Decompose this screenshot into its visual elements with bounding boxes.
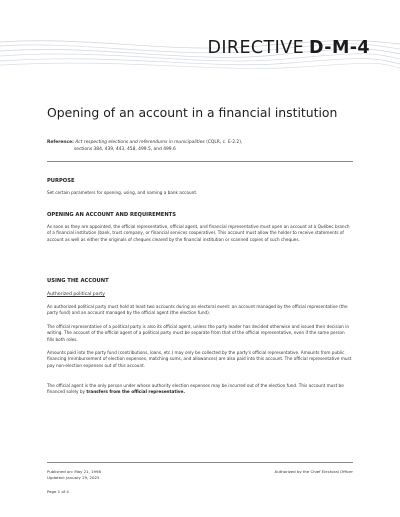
reference-block [47, 140, 357, 153]
opening-text: As soon as they are appointed, the official representative, official agent, and financial representative must open an account at a Québec branch of a financial institution (bank, trust company, or financial services cooperative). This account must allow the holder to receive statements of account as well as either the originals of cheques cleared by the financial institution or scanned copies of such cheques. [47, 224, 350, 242]
directive-title [207, 38, 370, 58]
directive-word: DIRECTIVE [207, 38, 305, 58]
opening-heading: OPENING AN ACCOUNT AND REQUIREMENTS [47, 212, 176, 218]
footer-dates [47, 469, 101, 480]
using-heading: USING THE ACCOUNT [47, 278, 109, 284]
directive-code: D-M-4 [309, 38, 370, 58]
divider-footer [47, 462, 353, 463]
document-title: Opening of an account in a financial institution [47, 105, 338, 120]
divider-top [47, 161, 353, 162]
published-date: Published on: May 21, 1998 [47, 469, 101, 474]
reference-sections: sections 384, 439, 443, 458, 499.5, and 499.6 [74, 146, 176, 152]
using-paragraph-2: The official representative of a political party is also its official agent, unless the party leader has decided otherwise and issued their decision in writing. The account of the official agent of a political party must be separate from that of the official representative, even if the same person fills both roles. [47, 324, 350, 342]
using-paragraph-3: Amounts paid into the party fund (contributions, loans, etc.) may only be collected by the party's official representative. Amounts from public financing (reimbursement of election expenses, matching sums, and allowances) are also paid into this account. The official representative must pay non-election expenses out of this account. [47, 350, 352, 368]
purpose-text: Set certain parameters for opening, using, and naming a bank account. [47, 190, 198, 195]
page-number: Page 1 of 4 [47, 489, 69, 494]
purpose-heading: PURPOSE [47, 178, 75, 184]
using-paragraph-4-main: The official agent is the only person under whose authority election expenses may be incurred out of the election fund. This account must be financed solely by [47, 383, 344, 395]
using-paragraph-4 [47, 383, 353, 396]
reference-label: Reference: [47, 140, 74, 145]
reference-law: Act respecting elections and referendums in municipalities [75, 140, 205, 145]
footer-authorization: Authorized by the Chief Electoral Officer [274, 469, 353, 474]
reference-law-suffix: (CQLR, c. E-2.2), [206, 140, 243, 145]
updated-date: Updated: January 29, 2025 [47, 474, 100, 480]
using-subheading: Authorized political party [47, 292, 105, 297]
using-paragraph-1: An authorized political party must hold at least two accounts during an electoral event: an account managed by the official representative (the party fund) and an account managed by the official agent (the election fund). [47, 304, 348, 316]
using-paragraph-4-bold: transfers from the official representative. [86, 389, 185, 395]
